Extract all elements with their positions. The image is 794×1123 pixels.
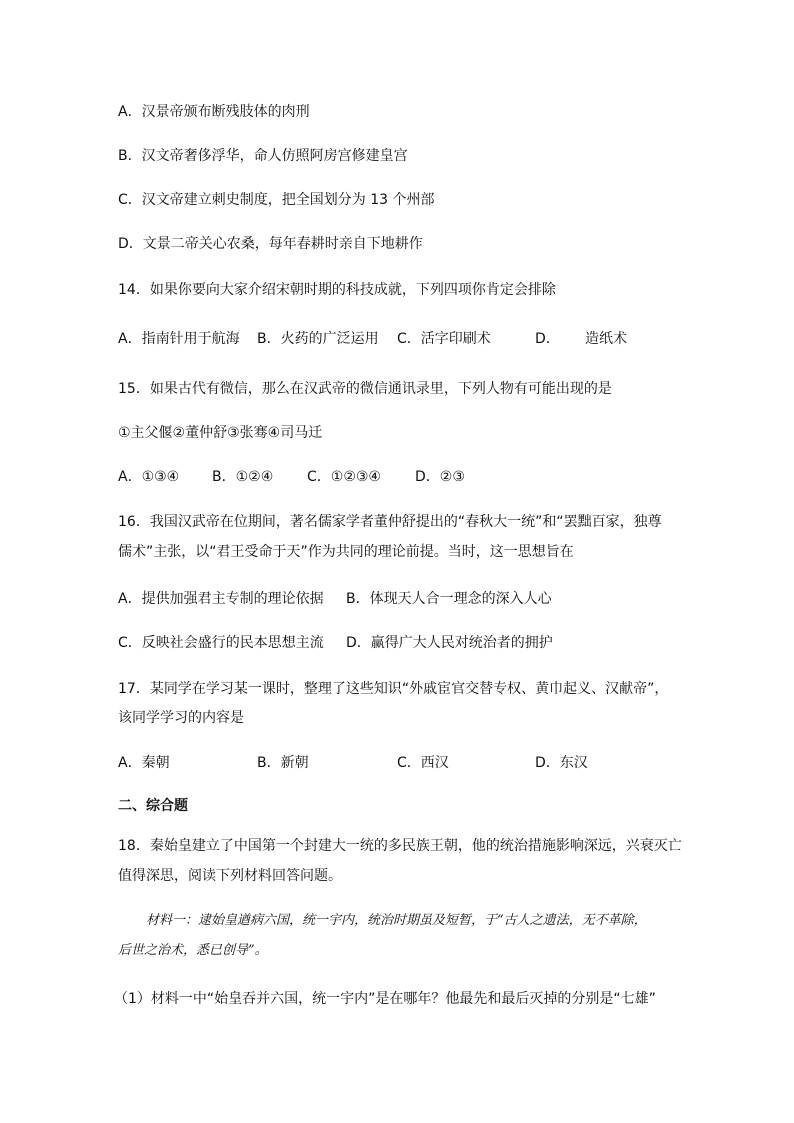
q15-option-d: D．②③ — [415, 469, 465, 485]
q14-option-c: C．活字印刷术 — [397, 331, 491, 347]
q15-stem: 15．如果古代有微信，那么在汉武帝的微信通讯录里，下列人物有可能出现的是 — [118, 381, 612, 397]
q16-stem-line2: 儒术”主张，以“君王受命于天”作为共同的理论前提。当时，这一思想旨在 — [118, 544, 574, 560]
q13-option-c: C．汉文帝建立刺史制度，把全国划分为 13 个州部 — [118, 192, 435, 208]
q17-option-d: D．东汉 — [535, 755, 588, 771]
q13-option-b: B．汉文帝奢侈浮华，命人仿照阿房宫修建皇宫 — [118, 148, 408, 164]
q14-option-b: B．火药的广泛运用 — [257, 331, 379, 347]
q16-option-d: D．赢得广大人民对统治者的拥护 — [346, 635, 553, 651]
q16-option-b: B．体现天人合一理念的深入人心 — [346, 591, 552, 607]
q14-option-d-letter: D． — [535, 331, 560, 347]
q13-option-a: A．汉景帝颁布断残肢体的肉刑 — [118, 104, 310, 120]
q18-material — [118, 906, 678, 966]
section-title: 二、综合题 — [118, 798, 188, 814]
q14-stem: 14．如果你要向大家介绍宋朝时期的科技成就，下列四项你肯定会排除 — [118, 282, 556, 298]
q17-option-b: B．新朝 — [257, 755, 309, 771]
q18-material-line2: 后世之治术，悉已创导”。 — [118, 943, 268, 958]
q14-option-a: A．指南针用于航海 — [118, 331, 240, 347]
q18-subquestion-1: （1）材料一中“始皇吞并六国，统一宇内”是在哪年？他最先和最后灭掉的分别是“七雄” — [114, 991, 656, 1007]
q18-stem-line2: 值得深思，阅读下列材料回答问题。 — [118, 868, 342, 884]
q17-option-a: A．秦朝 — [118, 755, 170, 771]
q16-option-a: A．提供加强君主专制的理论依据 — [118, 591, 324, 607]
q17-option-c: C．西汉 — [397, 755, 449, 771]
q16-option-c: C．反映社会盛行的民本思想主流 — [118, 635, 324, 651]
q15-option-c: C．①②③④ — [307, 469, 381, 485]
q14-option-d-text: 造纸术 — [585, 331, 627, 347]
q18-stem-line1: 18．秦始皇建立了中国第一个封建大一统的多民族王朝，他的统治措施影响深远，兴衰灭亡 — [118, 838, 682, 854]
q15-items: ①主父偃②董仲舒③张骞④司马迁 — [118, 425, 323, 441]
q15-option-a: A．①③④ — [118, 469, 180, 485]
q15-option-b: B．①②④ — [212, 469, 274, 485]
q17-stem-line2: 该同学学习的内容是 — [118, 710, 244, 726]
q16-stem-line1: 16．我国汉武帝在位期间，著名儒家学者董仲舒提出的“春秋大一统”和“罢黜百家，独尊 — [118, 514, 662, 530]
q18-material-line1: 材料一：逮始皇遒病六国，统一宇内，统治时期虽及短暂，于“古人之遗法，无不革除， — [146, 913, 647, 928]
q13-option-d: D．文景二帝关心农桑，每年春耕时亲自下地耕作 — [118, 236, 423, 252]
q17-stem-line1: 17．某同学在学习某一课时，整理了这些知识“外戚宦官交替专权、黄巾起义、汉献帝”， — [118, 681, 669, 697]
